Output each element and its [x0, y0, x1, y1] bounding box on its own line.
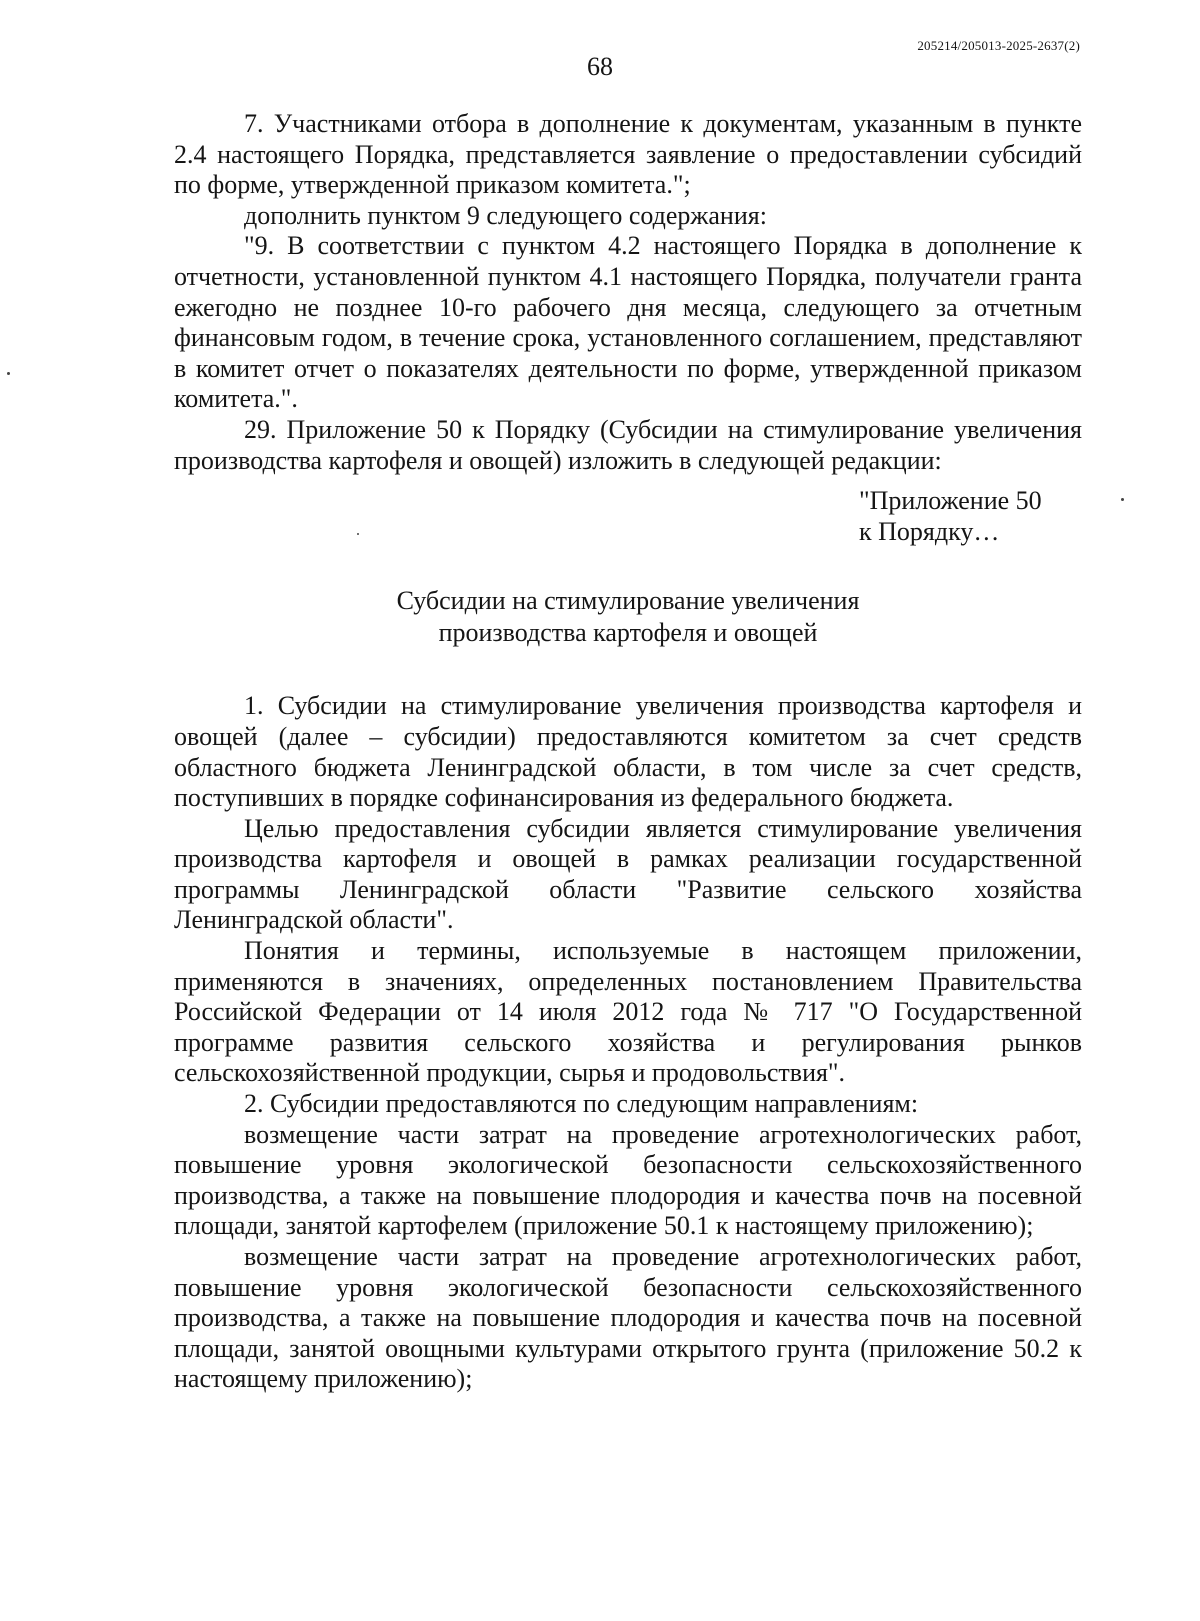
scan-speck	[357, 533, 359, 535]
paragraph-direction-potato: возмещение части затрат на проведение агротехнологических работ, повышение уровня экологической безопасности сельскохозяйственного производства, а также на повышение плодородия и качества почв на посевной площади, занятой картофелем (приложение 50.1 к настоящему приложению);	[174, 1119, 1082, 1241]
appendix-reference	[859, 486, 1082, 547]
scan-speck	[1121, 498, 1124, 501]
document-body	[174, 109, 1082, 1395]
paragraph-2-directions: 2. Субсидии предоставляются по следующим направлениям:	[244, 1089, 919, 1119]
paragraph-item-7: 7. Участниками отбора в дополнение к документам, указанным в пункте 2.4 настоящего Порядка, представляется заявление о предоставлении субсидий по форме, утвержденной приказом комитета.";	[174, 109, 1082, 200]
paragraph-1-subsidies: 1. Субсидии на стимулирование увеличения производства картофеля и овощей (далее – субсидии) предоставляются комитетом за счет средств областного бюджета Ленинградской области, в том числе за счет средств, поступивших в порядке софинансирования из федерального бюджета.	[174, 691, 1082, 813]
paragraph-amendment-intro: дополнить пунктом 9 следующего содержания:	[244, 200, 767, 230]
scan-speck	[7, 372, 10, 375]
appendix-reference-line-1: "Приложение 50	[859, 486, 1042, 516]
paragraph-terms: Понятия и термины, используемые в настоящем приложении, применяются в значениях, определенных постановлением Правительства Российской Федерации от 14 июля 2012 года № 717 "О Государственной программе развития сельского хозяйства и регулирования рынков сельскохозяйственной продукции, сырья и продовольствия".	[174, 936, 1082, 1088]
section-title-line-2: производства картофеля и овощей	[438, 618, 818, 648]
paragraph-direction-vegetables: возмещение части затрат на проведение агротехнологических работ, повышение уровня экологической безопасности сельскохозяйственного производства, а также на повышение плодородия и качества почв на посевной площади, занятой овощными культурами открытого грунта (приложение 50.2 к настоящему приложению);	[174, 1242, 1082, 1394]
paragraph-purpose: Целью предоставления субсидии является стимулирование увеличения производства картофеля и овощей в рамках реализации государственной программы Ленинградской области "Развитие сельского хозяйства Ленинградской области".	[174, 813, 1082, 935]
paragraph-item-29: 29. Приложение 50 к Порядку (Субсидии на стимулирование увеличения производства картофеля и овощей) изложить в следующей редакции:	[174, 414, 1082, 475]
appendix-reference-line-2: к Порядку…	[859, 516, 1000, 546]
page-number: 68	[587, 52, 613, 81]
document-id: 205214/205013-2025-2637(2)	[917, 38, 1080, 53]
section-title-line-1: Субсидии на стимулирование увеличения	[396, 586, 860, 616]
section-title	[174, 585, 1082, 649]
paragraph-item-9: "9. В соответствии с пунктом 4.2 настоящего Порядка в дополнение к отчетности, установленной пунктом 4.1 настоящего Порядка, получатели гранта ежегодно не позднее 10-го рабочего дня месяца, следующего за отчетным финансовым годом, в течение срока, установленного соглашением, представляют в комитет отчет о показателях деятельности по форме, утвержденной приказом комитета.".	[174, 231, 1082, 414]
